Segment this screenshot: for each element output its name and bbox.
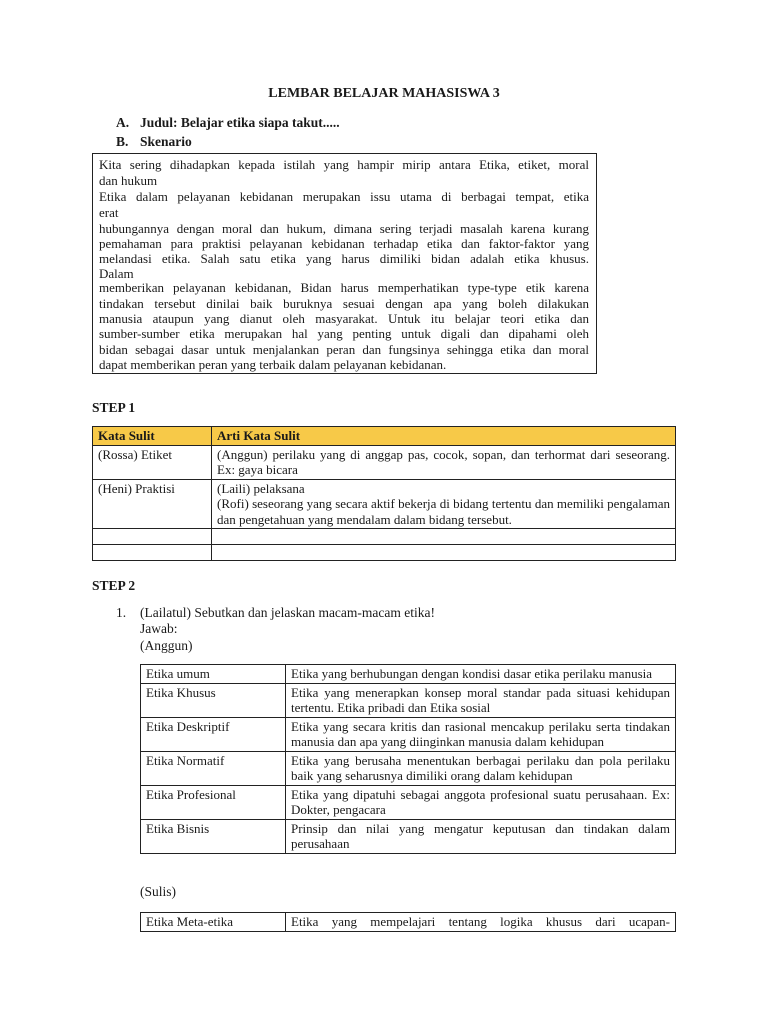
ethics-types-table — [140, 664, 676, 854]
table-row — [141, 683, 676, 717]
scenario-line: dan hukum — [99, 173, 158, 188]
scenario-line: Dalam — [99, 266, 134, 281]
scenario-line: Etika dalam pelayanan kebidanan merupakan issu utama di berbagai tempat, etika — [99, 189, 589, 204]
scenario-line: bidan sebagai dasar untuk menjalankan peran dan fungsinya sehingga etika dan moral — [99, 342, 589, 357]
meaning-cell — [212, 479, 676, 529]
ethics-desc-cell: Prinsip dan nilai yang mengatur keputusan dan tindakan dalam perusahaan — [286, 819, 676, 853]
heading-marker: B. — [116, 134, 129, 149]
term-cell — [93, 529, 212, 545]
ethics-types-table-2 — [140, 912, 676, 932]
ethics-name-cell: Etika Meta-etika — [141, 913, 286, 932]
heading-text: Skenario — [140, 134, 192, 149]
ethics-desc-cell: Etika yang berhubungan dengan kondisi dasar etika perilaku manusia — [286, 665, 676, 684]
question-number: 1. — [116, 605, 127, 620]
table-row — [141, 819, 676, 853]
scenario-line: tindakan tersebut dinilai baik buruknya sesuai dengan apa yang boleh dilakukan — [99, 296, 589, 311]
step1-label: STEP 1 — [92, 400, 136, 415]
ethics-desc-cell: Etika yang dipatuhi sebagai anggota profesional suatu perusahaan. Ex: Dokter, pengacara — [286, 785, 676, 819]
ethics-name-cell: Etika Khusus — [141, 683, 286, 717]
term-cell — [93, 545, 212, 561]
table-row — [93, 479, 676, 529]
ethics-name-cell: Etika Deskriptif — [141, 717, 286, 751]
ethics-desc-cell: Etika yang berusaha menentukan berbagai perilaku dan pola perilaku baik yang seharusnya dimiliki orang dalam kehidupan — [286, 751, 676, 785]
question-block — [116, 605, 435, 654]
table-row — [141, 751, 676, 785]
heading-judul — [116, 113, 340, 132]
question-text: (Lailatul) Sebutkan dan jelaskan macam-macam etika! — [140, 605, 435, 620]
table-row — [93, 545, 676, 561]
scenario-box — [92, 153, 597, 374]
table-row — [93, 529, 676, 545]
table-row — [141, 665, 676, 684]
ethics-desc-cell: Etika yang menerapkan konsep moral standar pada situasi kehidupan tertentu. Etika pribadi dan Etika sosial — [286, 683, 676, 717]
document-title: LEMBAR BELAJAR MAHASISWA 3 — [268, 86, 500, 101]
ethics-name-cell: Etika Normatif — [141, 751, 286, 785]
scenario-line: manusia ataupun yang dianut oleh masyarakat. Untuk itu belajar teori etika dan — [99, 311, 589, 326]
meaning-entry: (Rofi) seseorang yang secara aktif bekerja di bidang tertentu dan memiliki pengalaman dan pengetahuan yang mendalam dalam bidang tersebut. — [217, 496, 670, 527]
scenario-line: sumber-sumber etika merupakan hal yang penting untuk digali dan dipahami oleh — [99, 326, 589, 341]
answerer-name-2: (Sulis) — [140, 884, 177, 899]
ethics-desc-cell: Etika yang mempelajari tentang logika khusus dari ucapan- — [286, 913, 676, 932]
table-row — [141, 913, 676, 932]
heading-marker: A. — [116, 115, 130, 130]
term-cell: (Rossa) Etiket — [93, 445, 212, 479]
scenario-line: Kita sering dihadapkan kepada istilah yang hampir mirip antara Etika, etiket, moral — [99, 157, 589, 172]
difficult-words-table — [92, 426, 676, 561]
ethics-name-cell: Etika Bisnis — [141, 819, 286, 853]
ethics-desc-cell: Etika yang secara kritis dan rasional mencakup perilaku serta tindakan manusia dan apa yang diinginkan manusia dalam kehidupan — [286, 717, 676, 751]
scenario-line: memberikan pelayanan kebidanan, Bidan harus memperhatikan type-type etik karena — [99, 280, 589, 295]
step2-label: STEP 2 — [92, 578, 136, 593]
ethics-name-cell: Etika Profesional — [141, 785, 286, 819]
answerer-name: (Anggun) — [140, 638, 193, 653]
column-header: Kata Sulit — [93, 427, 212, 446]
scenario-line: dapat memberikan peran yang terbaik dalam pelayanan kebidanan. — [99, 357, 447, 372]
meaning-entry: (Laili) pelaksana — [217, 480, 305, 496]
table-row — [141, 785, 676, 819]
column-header: Arti Kata Sulit — [212, 427, 676, 446]
scenario-line: hubungannya dengan moral dan hukum, dimana sering terjadi masalah karena kurang — [99, 221, 589, 236]
heading-text: Judul: Belajar etika siapa takut..... — [140, 115, 340, 130]
ethics-name-cell: Etika umum — [141, 665, 286, 684]
scenario-line: melandasi etika. Salah satu etika yang harus dimiliki bidan adalah etika khusus. — [99, 251, 589, 266]
term-cell: (Heni) Praktisi — [93, 479, 212, 529]
table-header-row — [93, 427, 676, 446]
meaning-cell: (Anggun) perilaku yang di anggap pas, cocok, sopan, dan terhormat dari seseorang. Ex: gaya bicara — [212, 445, 676, 479]
table-row — [93, 445, 676, 479]
table-row — [141, 717, 676, 751]
answer-label: Jawab: — [140, 621, 178, 636]
meaning-cell — [212, 529, 676, 545]
scenario-line: pemahaman para praktisi pelayanan kebidanan terhadap etika dan faktor-faktor yang — [99, 236, 589, 251]
question-line — [116, 605, 435, 621]
heading-skenario — [116, 132, 340, 151]
scenario-line: erat — [99, 205, 119, 220]
meaning-cell — [212, 545, 676, 561]
section-headings — [116, 113, 340, 151]
